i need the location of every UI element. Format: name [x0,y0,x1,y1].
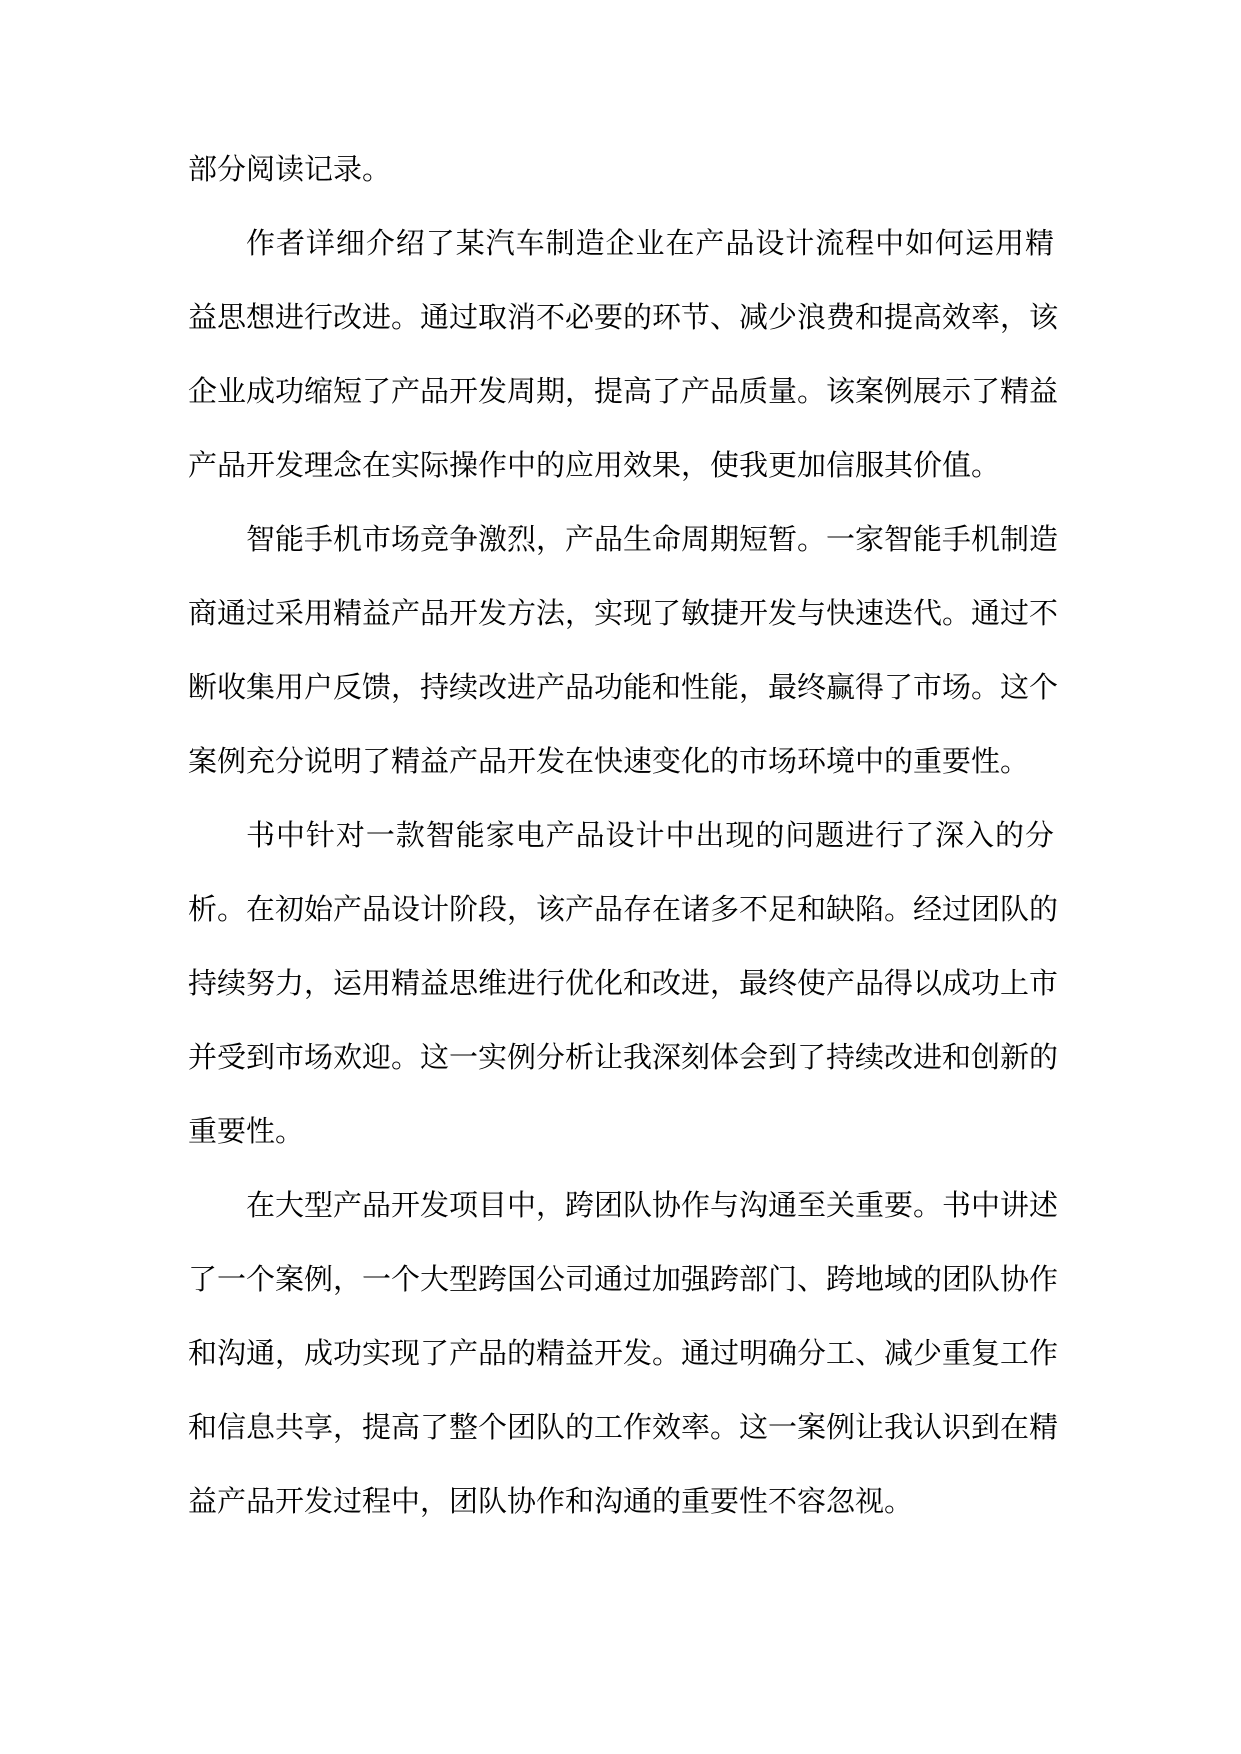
paragraph-collaboration-case [188,1168,1059,1538]
document-body [188,132,1059,1538]
text-line: 和沟通，成功实现了产品的精益开发。通过明确分工、减少重复工作 [188,1336,1059,1370]
text-line: 书中针对一款智能家电产品设计中出现的问题进行了深入的分 [246,818,1054,852]
text-line: 持续努力，运用精益思维进行优化和改进，最终使产品得以成功上市 [188,966,1059,1000]
text-line: 智能手机市场竞争激烈，产品生命周期短暂。一家智能手机制造 [246,522,1059,556]
text-line: 企业成功缩短了产品开发周期，提高了产品质量。该案例展示了精益 [188,374,1059,408]
paragraph-smartphone-case [188,502,1059,798]
text-line: 商通过采用精益产品开发方法，实现了敏捷开发与快速迭代。通过不 [188,596,1059,630]
text-line: 益思想进行改进。通过取消不必要的环节、减少浪费和提高效率，该 [188,300,1059,334]
text-line: 并受到市场欢迎。这一实例分析让我深刻体会到了持续改进和创新的 [188,1040,1059,1074]
text-line: 和信息共享，提高了整个团队的工作效率。这一案例让我认识到在精 [188,1410,1059,1444]
text-line: 在大型产品开发项目中，跨团队协作与沟通至关重要。书中讲述 [246,1188,1059,1222]
text-line: 益产品开发过程中，团队协作和沟通的重要性不容忽视。 [188,1484,914,1518]
paragraph-automotive-case [188,206,1059,502]
paragraph-continuation [188,132,1054,206]
text-line: 产品开发理念在实际操作中的应用效果，使我更加信服其价值。 [188,448,1001,482]
text-line: 了一个案例，一个大型跨国公司通过加强跨部门、跨地域的团队协作 [188,1262,1059,1296]
text-line: 案例充分说明了精益产品开发在快速变化的市场环境中的重要性。 [188,744,1030,778]
text-line: 重要性。 [188,1114,305,1148]
text-line: 断收集用户反馈，持续改进产品功能和性能，最终赢得了市场。这个 [188,670,1059,704]
text-line: 作者详细介绍了某汽车制造企业在产品设计流程中如何运用精 [246,226,1054,260]
text-line: 析。在初始产品设计阶段，该产品存在诸多不足和缺陷。经过团队的 [188,892,1059,926]
paragraph-appliance-case [188,798,1059,1168]
text-line: 部分阅读记录。 [188,152,392,186]
